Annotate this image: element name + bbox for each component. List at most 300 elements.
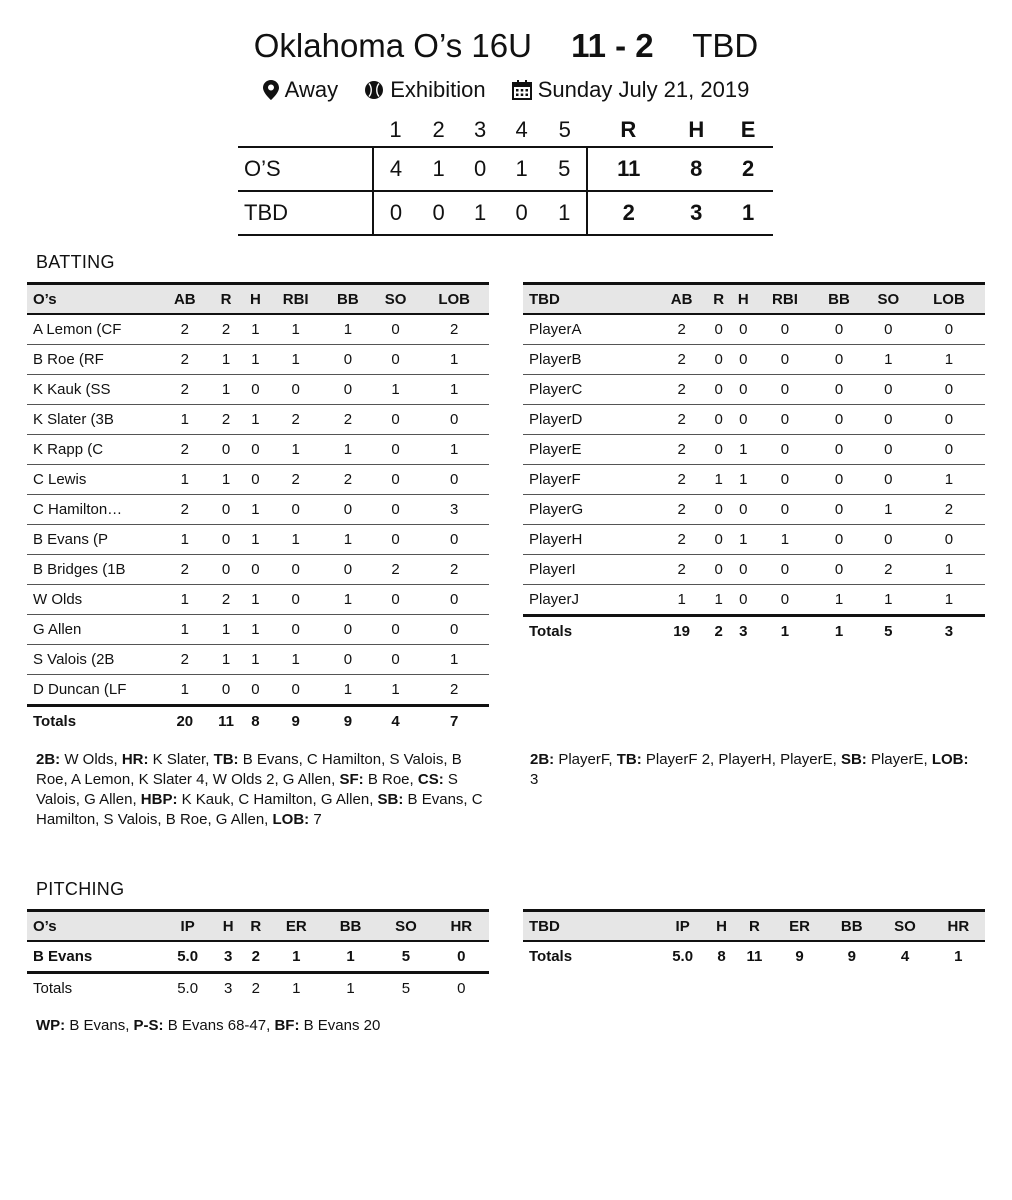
stat-lob: 2: [913, 495, 985, 525]
column-header-rbi: RBI: [756, 284, 815, 315]
stat-bb: 0: [324, 345, 372, 375]
batting-away-header: [523, 284, 985, 315]
stat-rbi: 1: [267, 435, 324, 465]
player-row: [523, 405, 985, 435]
player-row: [27, 675, 489, 706]
inning-runs: 1: [418, 147, 459, 191]
stat-lob: 2: [419, 314, 489, 345]
column-header-hr: HR: [434, 911, 489, 942]
stat-rbi: 0: [756, 314, 815, 345]
stat-bb: 1: [324, 675, 372, 706]
stat-so: 2: [864, 555, 913, 585]
note-key: TB:: [616, 751, 642, 768]
stat-ab: 2: [657, 375, 706, 405]
batting-section-title: BATTING: [36, 252, 115, 272]
stat-ab: 1: [657, 585, 706, 616]
stat-h: 1: [243, 345, 267, 375]
date-label: Sunday July 21, 2019: [537, 77, 750, 102]
player-name: PlayerJ: [523, 585, 657, 616]
stat-h: 0: [731, 555, 756, 585]
note-value: K Kauk, C Hamilton, G Allen,: [177, 791, 378, 808]
note-value: B Evans, C Hamilton, S Valois, B Roe, A Lemon, K Slater 4, W Olds 2, G Allen,: [36, 751, 462, 788]
stat-bb: 1: [324, 435, 372, 465]
player-name: D Duncan (LF: [27, 675, 161, 706]
column-header-ab: AB: [161, 284, 209, 315]
player-row: [523, 465, 985, 495]
stat-ab: 2: [657, 345, 706, 375]
map-pin-icon: [263, 80, 279, 100]
note-key: 2B:: [530, 751, 555, 768]
stat-rbi: 0: [267, 495, 324, 525]
stat-rbi: 0: [267, 555, 324, 585]
total-errors: 2: [723, 147, 773, 191]
stat-lob: 3: [419, 495, 489, 525]
total-rbi: 1: [756, 616, 815, 647]
inning-runs: 1: [542, 191, 587, 235]
stat-ip: 5.0: [177, 948, 199, 965]
player-row: [27, 645, 489, 675]
column-header-bb: BB: [825, 911, 878, 942]
stat-r: 1: [209, 375, 244, 405]
player-row: [523, 495, 985, 525]
totals-label: Totals: [27, 973, 161, 1004]
pitching-table-home: [27, 909, 489, 1003]
player-row: [27, 941, 489, 973]
note-key: LOB:: [272, 811, 310, 828]
player-name: PlayerF: [523, 465, 657, 495]
stat-r: 1: [706, 585, 731, 616]
note-key: CS:: [417, 771, 444, 788]
player-name: B Evans (P: [27, 525, 161, 555]
total-bb: 1: [323, 973, 378, 1004]
stat-lob: 0: [419, 465, 489, 495]
stat-bb: 2: [324, 465, 372, 495]
stat-ab: 2: [161, 495, 209, 525]
stat-r: 1: [706, 465, 731, 495]
column-header-rbi: RBI: [267, 284, 324, 315]
total-r: 11: [209, 706, 244, 737]
total-h: 3: [731, 616, 756, 647]
totals-row: [523, 616, 985, 647]
stat-ab: 1: [161, 585, 209, 615]
note-key: SB:: [840, 751, 867, 768]
stat-hr: 0: [457, 948, 466, 965]
stat-h: 0: [731, 405, 756, 435]
stat-so: 1: [372, 375, 420, 405]
total-r: 2: [706, 616, 731, 647]
inning-runs: 0: [418, 191, 459, 235]
batting-notes-home: [36, 750, 484, 830]
stat-so: 1: [372, 675, 420, 706]
stat-bb: 0: [324, 615, 372, 645]
player-name: C Hamilton…: [27, 495, 161, 525]
line-score-team-header: [238, 114, 373, 147]
stat-ab: 2: [657, 525, 706, 555]
player-name: PlayerH: [523, 525, 657, 555]
note-key: SB:: [377, 791, 404, 808]
stat-bb: 0: [814, 375, 863, 405]
stat-so: 0: [372, 314, 420, 345]
player-name: G Allen: [27, 615, 161, 645]
stat-so: 0: [864, 525, 913, 555]
stat-h: 0: [731, 495, 756, 525]
stat-r: 0: [706, 435, 731, 465]
stat-rbi: 0: [756, 555, 815, 585]
inning-header: 4: [515, 117, 528, 142]
total-er: 9: [795, 948, 804, 965]
stat-lob: 0: [913, 405, 985, 435]
inning-runs: 4: [373, 147, 418, 191]
stat-lob: 0: [913, 375, 985, 405]
stat-r: 0: [706, 314, 731, 345]
calendar-icon: [512, 80, 532, 100]
header-row: [523, 284, 985, 315]
note-value: B Roe,: [363, 771, 418, 788]
note-value: PlayerE,: [866, 751, 932, 768]
total-runs: 2: [587, 191, 669, 235]
batting-table-away: [523, 282, 985, 646]
line-score-team: O’S: [238, 147, 373, 191]
stat-r: 2: [209, 405, 244, 435]
stat-ab: 2: [657, 465, 706, 495]
stat-so: 0: [372, 405, 420, 435]
errors-header: E: [740, 117, 756, 142]
stat-r: 0: [706, 405, 731, 435]
totals-row: [523, 941, 985, 971]
total-hr: 0: [434, 973, 489, 1004]
note-key: WP:: [36, 1017, 66, 1034]
stat-lob: 1: [913, 585, 985, 616]
note-value: PlayerF 2, PlayerH, PlayerE,: [641, 751, 841, 768]
column-header-h: H: [243, 284, 267, 315]
stat-h: 0: [243, 435, 267, 465]
stat-rbi: 0: [756, 375, 815, 405]
stat-so: 0: [372, 525, 420, 555]
stat-rbi: 1: [267, 314, 324, 345]
pitching-away-body: [523, 941, 985, 971]
stat-h: 1: [243, 405, 267, 435]
column-header-r: R: [242, 911, 270, 942]
line-score-row: [238, 147, 773, 191]
total-runs: 11: [587, 147, 669, 191]
game-location: [263, 74, 338, 106]
line-score-table: [238, 114, 773, 236]
stat-h: 0: [243, 375, 267, 405]
player-name: PlayerA: [523, 314, 657, 345]
stat-rbi: 1: [267, 345, 324, 375]
stat-bb: 0: [814, 465, 863, 495]
stat-r: 0: [706, 375, 731, 405]
stat-r: 0: [209, 525, 244, 555]
stat-h: 0: [243, 555, 267, 585]
note-value: 3: [530, 771, 539, 788]
total-hits: 3: [669, 191, 723, 235]
stat-h: 0: [243, 465, 267, 495]
stat-rbi: 0: [267, 675, 324, 706]
total-ip: 5.0: [161, 973, 214, 1004]
player-row: [27, 585, 489, 615]
stat-so: 0: [864, 405, 913, 435]
column-header-h: H: [708, 911, 735, 942]
stat-ab: 2: [657, 495, 706, 525]
stat-ab: 2: [161, 375, 209, 405]
stat-bb: 0: [814, 435, 863, 465]
player-name: PlayerE: [523, 435, 657, 465]
stat-r: 0: [209, 675, 244, 706]
player-name: K Rapp (C: [27, 435, 161, 465]
total-hr: 1: [954, 948, 963, 965]
stat-lob: 0: [419, 585, 489, 615]
stat-lob: 1: [913, 345, 985, 375]
player-name: A Lemon (CF: [27, 314, 161, 345]
column-header-ip: IP: [657, 911, 708, 942]
note-value: B Evans,: [65, 1017, 134, 1034]
stat-bb: 0: [814, 555, 863, 585]
player-row: [27, 615, 489, 645]
stat-bb: 0: [814, 495, 863, 525]
column-header-so: SO: [864, 284, 913, 315]
player-row: [27, 375, 489, 405]
stat-rbi: 0: [756, 435, 815, 465]
inning-runs: 1: [501, 147, 542, 191]
column-header-lob: LOB: [913, 284, 985, 315]
stat-so: 0: [864, 435, 913, 465]
player-row: [27, 495, 489, 525]
stat-so: 5: [401, 948, 411, 965]
total-h: 3: [214, 973, 242, 1004]
stat-h: 1: [243, 495, 267, 525]
player-row: [27, 405, 489, 435]
pitching-home-header: [27, 911, 489, 942]
stat-r: 1: [209, 615, 244, 645]
stat-h: 0: [731, 345, 756, 375]
stat-so: 0: [372, 585, 420, 615]
stat-so: 1: [864, 495, 913, 525]
batting-notes-away: [530, 750, 978, 790]
player-name: B Evans: [33, 948, 93, 965]
stat-so: 1: [864, 345, 913, 375]
stat-so: 0: [864, 375, 913, 405]
home-team-name: Oklahoma O’s 16U: [253, 27, 532, 64]
column-header-bb: BB: [323, 911, 378, 942]
player-row: [523, 555, 985, 585]
stat-ab: 2: [161, 645, 209, 675]
stat-r: 0: [706, 495, 731, 525]
column-header-r: R: [209, 284, 244, 315]
total-ip: 5.0: [672, 948, 694, 965]
stat-h: 0: [731, 585, 756, 616]
note-key: BF:: [274, 1017, 300, 1034]
player-name: B Roe (RF: [27, 345, 161, 375]
stat-bb: 2: [324, 405, 372, 435]
note-value: PlayerF,: [554, 751, 617, 768]
stat-ab: 1: [161, 675, 209, 706]
column-header-hr: HR: [932, 911, 985, 942]
total-errors: 1: [723, 191, 773, 235]
column-header-ip: IP: [161, 911, 214, 942]
column-header-r: R: [706, 284, 731, 315]
stat-h: 0: [731, 375, 756, 405]
stat-so: 1: [864, 585, 913, 616]
stat-r: 2: [251, 948, 260, 965]
stat-rbi: 0: [267, 615, 324, 645]
total-so: 5: [864, 616, 913, 647]
stat-lob: 0: [419, 405, 489, 435]
stat-bb: 0: [814, 405, 863, 435]
total-so: 5: [378, 973, 433, 1004]
stat-lob: 0: [913, 435, 985, 465]
note-key: P-S:: [133, 1017, 164, 1034]
stat-h: 1: [731, 435, 756, 465]
column-header-h: H: [731, 284, 756, 315]
player-row: [27, 314, 489, 345]
total-r: 2: [242, 973, 270, 1004]
stat-ab: 2: [161, 435, 209, 465]
stat-bb: 1: [324, 314, 372, 345]
team-column-header: TBD: [523, 911, 657, 942]
stat-bb: 0: [324, 375, 372, 405]
note-value: B Evans 20: [299, 1017, 381, 1034]
stat-lob: 1: [419, 645, 489, 675]
stat-so: 0: [372, 615, 420, 645]
inning-header: 1: [389, 117, 402, 142]
stat-r: 0: [209, 435, 244, 465]
stat-ab: 2: [161, 555, 209, 585]
stat-h: 1: [243, 585, 267, 615]
game-type: [364, 74, 485, 106]
player-name: K Kauk (SS: [27, 375, 161, 405]
hits-header: H: [688, 117, 705, 142]
line-score-row: [238, 191, 773, 235]
stat-h: 0: [243, 675, 267, 706]
stat-so: 0: [372, 645, 420, 675]
total-ab: 20: [161, 706, 209, 737]
stat-r: 0: [706, 555, 731, 585]
stat-ab: 1: [161, 615, 209, 645]
stat-lob: 0: [913, 525, 985, 555]
total-ab: 19: [657, 616, 706, 647]
column-header-er: ER: [774, 911, 825, 942]
column-header-h: H: [214, 911, 242, 942]
player-row: [523, 435, 985, 465]
pitching-table-away: [523, 909, 985, 971]
stat-h: 3: [223, 948, 233, 965]
column-header-bb: BB: [814, 284, 863, 315]
note-value: 7: [309, 811, 322, 828]
stat-so: 0: [372, 435, 420, 465]
batting-away-body: [523, 314, 985, 646]
stat-rbi: 0: [267, 585, 324, 615]
note-value: K Slater,: [148, 751, 214, 768]
column-header-ab: AB: [657, 284, 706, 315]
stat-ab: 1: [161, 405, 209, 435]
player-row: [523, 345, 985, 375]
player-name: K Slater (3B: [27, 405, 161, 435]
stat-rbi: 0: [267, 375, 324, 405]
header-row: [27, 911, 489, 942]
team-column-header: O’s: [27, 911, 161, 942]
player-row: [27, 465, 489, 495]
player-row: [523, 525, 985, 555]
column-header-so: SO: [372, 284, 420, 315]
inning-runs: 5: [542, 147, 587, 191]
note-key: LOB:: [931, 751, 969, 768]
stat-rbi: 0: [756, 495, 815, 525]
note-key: SF:: [339, 771, 364, 788]
stat-bb: 1: [346, 948, 355, 965]
totals-label: Totals: [523, 616, 657, 647]
total-lob: 3: [913, 616, 985, 647]
player-row: [27, 525, 489, 555]
stat-ab: 1: [161, 465, 209, 495]
inning-header: 2: [432, 117, 445, 142]
header-row: [27, 284, 489, 315]
total-h: 8: [243, 706, 267, 737]
player-name: PlayerG: [523, 495, 657, 525]
inning-runs: 0: [373, 191, 418, 235]
stat-so: 0: [372, 345, 420, 375]
total-h: 8: [717, 948, 726, 965]
stat-lob: 2: [419, 675, 489, 706]
stat-r: 0: [209, 555, 244, 585]
total-so: 4: [372, 706, 420, 737]
inning-runs: 0: [459, 147, 500, 191]
location-label: Away: [284, 77, 339, 102]
stat-bb: 0: [324, 555, 372, 585]
game-meta: [0, 74, 1012, 106]
totals-label: Totals: [529, 948, 573, 965]
stat-r: 1: [209, 465, 244, 495]
stat-lob: 1: [419, 435, 489, 465]
inning-runs: 0: [501, 191, 542, 235]
stat-h: 1: [731, 465, 756, 495]
stat-bb: 1: [814, 585, 863, 616]
inning-header: 3: [473, 117, 487, 142]
player-name: PlayerI: [523, 555, 657, 585]
final-score: 11 - 2: [571, 27, 654, 64]
baseball-icon: [364, 80, 384, 100]
totals-row: [27, 706, 489, 737]
total-er: 1: [270, 973, 323, 1004]
stat-r: 1: [209, 645, 244, 675]
batting-home-header: [27, 284, 489, 315]
stat-lob: 1: [913, 555, 985, 585]
game-title: [0, 24, 1012, 68]
total-bb: 9: [324, 706, 372, 737]
total-lob: 7: [419, 706, 489, 737]
stat-so: 0: [372, 465, 420, 495]
stat-lob: 0: [913, 314, 985, 345]
stat-bb: 0: [814, 345, 863, 375]
stat-so: 0: [372, 495, 420, 525]
stat-rbi: 0: [756, 465, 815, 495]
stat-ab: 2: [657, 435, 706, 465]
pitching-away-header: [523, 911, 985, 942]
player-name: PlayerB: [523, 345, 657, 375]
player-name: C Lewis: [27, 465, 161, 495]
stat-h: 1: [243, 525, 267, 555]
note-value: B Evans 68-47,: [163, 1017, 275, 1034]
stat-rbi: 1: [756, 525, 815, 555]
note-key: HR:: [121, 751, 149, 768]
batting-home-body: [27, 314, 489, 736]
stat-lob: 0: [419, 615, 489, 645]
total-bb: 9: [847, 948, 856, 965]
stat-h: 1: [243, 314, 267, 345]
stat-bb: 0: [814, 525, 863, 555]
team-column-header: TBD: [523, 284, 657, 315]
player-row: [27, 555, 489, 585]
